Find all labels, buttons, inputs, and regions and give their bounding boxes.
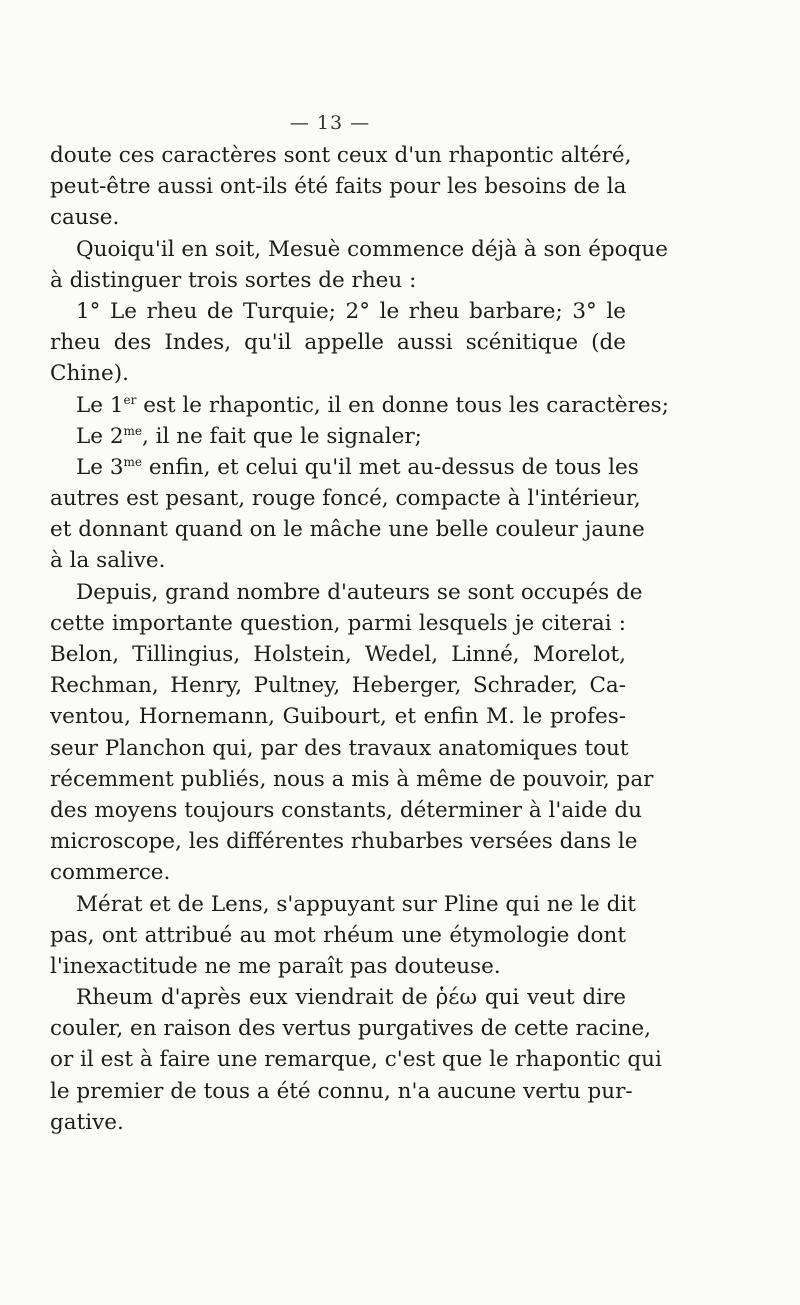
text-line: gative.: [50, 1109, 124, 1135]
text-line: ventou, Hornemann, Guibourt, et enfin M. le profes-: [50, 704, 626, 730]
text-line: commerce.: [50, 860, 171, 886]
text-line: cette importante question, parmi lesquels je citerai :: [50, 610, 626, 636]
text-line: Depuis, grand nombre d'auteurs se sont occupés de: [76, 579, 643, 605]
page-number: — 13 —: [289, 112, 371, 134]
text-line: Chine).: [50, 361, 129, 387]
text-line: cause.: [50, 205, 120, 231]
text-line: couler, en raison des vertus purgatives de cette racine,: [50, 1016, 651, 1042]
text-line: l'inexactitude ne me paraît pas douteuse.: [50, 953, 501, 979]
text-line: Mérat et de Lens, s'appuyant sur Pline qui ne le dit: [76, 891, 636, 917]
text-line: à distinguer trois sortes de rheu :: [50, 267, 417, 293]
text-line: Le 1er est le rhapontic, il en donne tous les caractères;: [76, 392, 669, 418]
text-line: Le $3^{me}$ enfin, et celui qu'il met au-dessus de tous les: [76, 454, 639, 480]
text-line: microscope, les différentes rhubarbes versées dans le: [50, 829, 638, 855]
text-line: or il est à faire une remarque, c'est que le rhapontic qui: [50, 1047, 662, 1073]
text-line: des moyens toujours constants, déterminer à l'aide du: [50, 797, 642, 823]
text-line: Rechman, Henry, Pultney, Heberger, Schrader, Ca-: [50, 673, 626, 699]
text-line: autres est pesant, rouge foncé, compacte à l'intérieur,: [50, 486, 641, 512]
text-line: Le $2^{me}$, il ne fait que le signaler;: [76, 423, 422, 449]
text-line: Belon, Tillingius, Holstein, Wedel, Linné, Morelot,: [50, 642, 626, 667]
text-line: à la salive.: [50, 548, 166, 574]
text-line: seur Planchon qui, par des travaux anatomiques tout: [50, 735, 629, 761]
body-text: [50, 140, 669, 1138]
text-line: doute ces caractères sont ceux d'un rhapontic altéré,: [50, 143, 632, 168]
text-line: et donnant quand on le mâche une belle couleur jaune: [50, 517, 645, 543]
text-line: Rheum d'après eux viendrait de ῥέω qui veut dire: [76, 985, 626, 1011]
text-line: le premier de tous a été connu, n'a aucune vertu pur-: [50, 1078, 633, 1104]
text-line: récemment publiés, nous a mis à même de pouvoir, par: [50, 766, 654, 792]
text-line: peut-être aussi ont-ils été faits pour les besoins de la: [50, 174, 627, 200]
text-line: pas, ont attribué au mot rhéum une étymologie dont: [50, 922, 626, 948]
text-line: Quoiqu'il en soit, Mesuè commence déjà à son époque: [76, 236, 668, 262]
text-line: rheu des Indes, qu'il appelle aussi scénitique (de: [50, 330, 626, 356]
text-line: 1° Le rheu de Turquie; 2° le rheu barbare; 3° le: [76, 298, 626, 324]
